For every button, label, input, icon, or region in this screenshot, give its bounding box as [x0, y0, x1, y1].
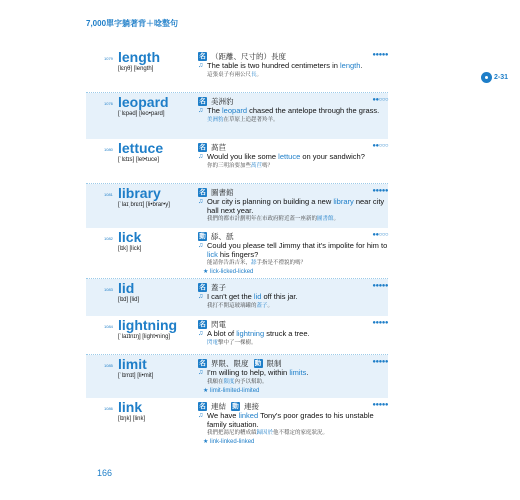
- headphone-icon[interactable]: ♫: [198, 242, 204, 249]
- page-number: 166: [97, 468, 113, 478]
- frequency-stars: ●●●●●: [372, 320, 388, 326]
- phonetic: [ˈlaɪtnɪŋ] [light•ning]: [118, 334, 171, 340]
- chinese-gloss-secondary: 限制: [266, 359, 282, 368]
- vocab-entry: [86, 316, 388, 355]
- entry-number: 1086: [104, 406, 113, 411]
- entry-number: 1081: [104, 192, 113, 197]
- frequency-stars: ●●●●●: [372, 359, 388, 365]
- pos-badge-secondary: 動: [232, 403, 239, 410]
- entry-number: 1082: [104, 236, 113, 241]
- frequency-stars: ●●●●●: [372, 402, 388, 408]
- chinese-gloss: 舔、舐: [211, 232, 234, 241]
- audio-track[interactable]: [481, 72, 508, 83]
- headword: lettuce: [118, 140, 164, 156]
- translation: 美洲豹在草原上追趕著羚羊。: [207, 116, 279, 123]
- example-sentence: ♫ We have linked Tony's poor grades to his unstable family situation.: [198, 411, 374, 429]
- vocabulary-list: [86, 48, 388, 450]
- phonetic: [ˈlɛpəd] [leo•pard]: [118, 111, 165, 117]
- vocab-entry: [86, 398, 388, 450]
- translation: 我們的都市計劃明年在市政府附近蓋一座新的圖書館。: [207, 216, 340, 222]
- vocab-entry: [86, 139, 388, 184]
- headphone-icon[interactable]: ♫: [198, 369, 204, 376]
- entry-number: 1085: [104, 363, 113, 368]
- vocab-entry: [86, 228, 388, 279]
- headword: limit: [118, 356, 147, 372]
- headphone-icon[interactable]: ♫: [198, 62, 204, 69]
- headphone-icon[interactable]: ♫: [198, 153, 204, 160]
- chinese-gloss: 蓋子: [211, 283, 226, 292]
- translation: 這張桌子有兩公尺長。: [207, 71, 263, 78]
- entry-number: 1076: [104, 101, 113, 106]
- phonetic: [ˈlaɪˌbrɛrɪ] [li•brar•y]: [118, 202, 170, 208]
- headword: library: [118, 185, 161, 201]
- example-sentence: ♫ The table is two hundred centimeters in length.: [198, 61, 363, 70]
- phonetic: [ˈlɛtɪs] [let•tuce]: [118, 157, 159, 163]
- pos-badge: 名: [199, 360, 206, 367]
- pos-badge-secondary: 動: [254, 360, 262, 367]
- vocab-entry: [86, 93, 388, 139]
- verb-forms: ★ link-linked-linked: [203, 439, 255, 445]
- headphone-icon[interactable]: ♫: [198, 330, 204, 337]
- example-sentence: ♫ The leopard chased the antelope through the grass.: [198, 106, 380, 115]
- headword: lid: [118, 280, 135, 296]
- pos-badge: 名: [199, 189, 206, 196]
- page-header: 7,000單字躺著背＋唸整句: [86, 19, 179, 28]
- frequency-stars: ●●●●●: [372, 52, 388, 58]
- frequency-stars: ●●●●●: [372, 283, 388, 289]
- example-sentence: ♫ I'm willing to help, within limits.: [198, 368, 309, 377]
- chinese-gloss: 閃電: [211, 320, 226, 329]
- headword: lick: [118, 229, 142, 245]
- pos-badge: 名: [199, 53, 206, 60]
- translation: 能請你告訴吉米，舔手指是不禮貌的嗎？: [207, 260, 307, 266]
- translation: 你的三明治要加些萵苣嗎？: [207, 162, 274, 169]
- chinese-gloss: 美洲豹: [211, 97, 234, 106]
- vocab-entry: [86, 355, 388, 398]
- example-sentence: ♫ A blot of lightning struck a tree.: [198, 329, 310, 338]
- headword: length: [118, 49, 160, 65]
- chinese-gloss-secondary: 連接: [244, 402, 259, 411]
- headphone-icon[interactable]: ♫: [198, 293, 204, 300]
- phonetic: [ˈlɪmɪt] [li•mit]: [118, 373, 154, 379]
- phonetic: [lɪŋk] [link]: [118, 416, 146, 422]
- example-sentence: ♫ Our city is planning on building a new library near city hall next year.: [198, 197, 385, 215]
- entry-number: 1080: [104, 147, 113, 152]
- headword: lightning: [118, 317, 178, 333]
- chinese-gloss: （距離、尺寸的）長度: [211, 52, 286, 61]
- vocab-entry: [86, 184, 388, 228]
- phonetic: [lɪd] [lid]: [118, 297, 140, 303]
- headphone-icon[interactable]: ♫: [198, 198, 204, 205]
- chinese-gloss: 萵苣: [211, 143, 226, 152]
- verb-forms: ★ lick-licked-licked: [203, 269, 254, 275]
- entry-number: 1079: [104, 56, 113, 61]
- vocab-entry: [86, 279, 388, 316]
- phonetic: [lɛŋθ] [length]: [118, 66, 154, 72]
- frequency-stars: ●●●●●: [372, 188, 388, 194]
- headphone-icon[interactable]: ♫: [198, 412, 204, 419]
- audio-track-label: 2-31: [493, 74, 508, 81]
- pos-badge: 名: [199, 144, 206, 151]
- translation: 我們把湯尼的糟成績歸因於他不穩定的家庭狀況。: [207, 430, 329, 436]
- chinese-gloss: 圖書館: [211, 188, 234, 197]
- translation: 我願在限度內予以幫助。: [207, 378, 268, 385]
- pos-badge: 名: [199, 98, 206, 105]
- frequency-stars: ●●○○○: [372, 232, 388, 238]
- example-sentence: ♫ Could you please tell Jimmy that it's impolite for him to lick his fingers?: [198, 241, 388, 259]
- translation: 我打不開這玻璃罐的蓋子。: [207, 302, 274, 309]
- translation: 閃電擊中了一棵樹。: [207, 339, 257, 346]
- entry-number: 1083: [104, 287, 113, 292]
- example-sentence: ♫ I can't get the lid off this jar.: [198, 292, 298, 301]
- verb-forms: ★ limit-limited-limited: [203, 387, 260, 394]
- headword: leopard: [118, 94, 169, 110]
- chinese-gloss: 連結: [211, 402, 226, 411]
- phonetic: [lɪk] [lick]: [118, 246, 142, 252]
- cd-icon: [481, 72, 492, 83]
- chinese-gloss: 界限、限度: [211, 359, 249, 368]
- entry-number: 1084: [104, 324, 113, 329]
- pos-badge: 名: [199, 284, 206, 291]
- headphone-icon[interactable]: ♫: [198, 107, 204, 114]
- frequency-stars: ●●○○○: [372, 97, 388, 103]
- pos-badge: 動: [199, 233, 206, 240]
- pos-badge: 名: [199, 321, 206, 328]
- pos-badge: 名: [199, 403, 206, 410]
- example-sentence: ♫ Would you like some lettuce on your sandwich?: [198, 152, 365, 161]
- vocab-entry: [86, 48, 388, 93]
- frequency-stars: ●●○○○: [372, 143, 388, 149]
- headword: link: [118, 399, 143, 415]
